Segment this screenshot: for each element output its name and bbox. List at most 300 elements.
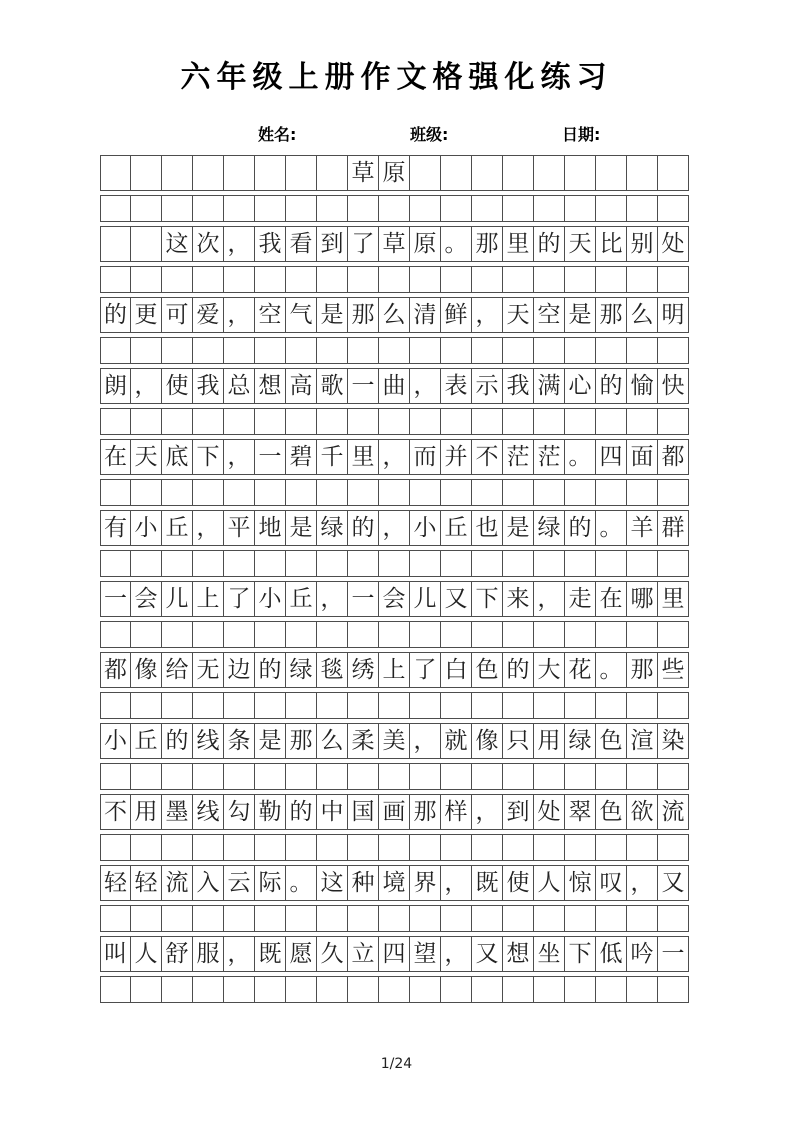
grid-cell (565, 408, 596, 435)
grid-cell (286, 408, 317, 435)
grid-cell (162, 834, 193, 861)
grid-cell (348, 408, 379, 435)
grid-cell (410, 550, 441, 577)
grid-cell: 的 (162, 723, 193, 759)
grid-cell: 色 (596, 794, 627, 830)
grid-cell: 不 (100, 794, 131, 830)
grid-cell (162, 905, 193, 932)
grid-cell (534, 195, 565, 222)
grid-cell (379, 976, 410, 1003)
grid-cell (472, 155, 503, 191)
grid-cell: 小 (131, 510, 162, 546)
grid-cell: 云 (224, 865, 255, 901)
grid-cell (596, 834, 627, 861)
grid-cell: 里 (658, 581, 689, 617)
grid-cell: 使 (503, 865, 534, 901)
grid-cell (286, 763, 317, 790)
grid-cell: 是 (255, 723, 286, 759)
grid-cell: 墨 (162, 794, 193, 830)
grid-cell (596, 976, 627, 1003)
grid-cell: 那 (286, 723, 317, 759)
grid-cell: 碧 (286, 439, 317, 475)
grid-cell: 一 (255, 439, 286, 475)
grid-cell (100, 266, 131, 293)
grid-cell (162, 155, 193, 191)
grid-cell: ， (534, 581, 565, 617)
grid-cell (348, 692, 379, 719)
grid-cell (100, 905, 131, 932)
grid-cell: 了 (348, 226, 379, 262)
grid-cell (503, 266, 534, 293)
grid-cell (565, 155, 596, 191)
grid-cell (410, 834, 441, 861)
grid-cell: 都 (658, 439, 689, 475)
grid-cell (534, 621, 565, 648)
grid-cell: 看 (286, 226, 317, 262)
grid-cell (410, 155, 441, 191)
grid-cell: 里 (503, 226, 534, 262)
grid-cell (503, 195, 534, 222)
grid-cell: 明 (658, 297, 689, 333)
grid-cell: 有 (100, 510, 131, 546)
date-label: 日期: (562, 125, 601, 144)
blank-row (100, 337, 689, 364)
grid-cell (472, 834, 503, 861)
grid-cell (193, 479, 224, 506)
grid-cell: 上 (193, 581, 224, 617)
grid-cell: 小 (410, 510, 441, 546)
grid-cell (596, 479, 627, 506)
grid-cell (441, 550, 472, 577)
grid-cell: 色 (596, 723, 627, 759)
grid-cell (286, 479, 317, 506)
grid-cell: 翠 (565, 794, 596, 830)
grid-cell: 天 (131, 439, 162, 475)
grid-cell (317, 266, 348, 293)
grid-cell: 柔 (348, 723, 379, 759)
blank-row (100, 266, 689, 293)
grid-cell (627, 550, 658, 577)
grid-cell: 绿 (286, 652, 317, 688)
class-label: 班级: (410, 125, 449, 144)
grid-cell (472, 905, 503, 932)
grid-cell (317, 905, 348, 932)
grid-cell: 绿 (534, 510, 565, 546)
grid-cell (224, 905, 255, 932)
grid-cell: 我 (193, 368, 224, 404)
grid-cell (348, 337, 379, 364)
grid-cell: 平 (224, 510, 255, 546)
grid-cell: 人 (131, 936, 162, 972)
grid-cell (162, 408, 193, 435)
grid-cell: 。 (565, 439, 596, 475)
grid-cell: 一 (348, 368, 379, 404)
grid-cell (410, 905, 441, 932)
grid-cell: 染 (658, 723, 689, 759)
grid-cell (565, 976, 596, 1003)
grid-cell: 千 (317, 439, 348, 475)
grid-cell (131, 337, 162, 364)
grid-cell: 我 (255, 226, 286, 262)
grid-cell (348, 834, 379, 861)
grid-cell (596, 266, 627, 293)
grid-cell (193, 550, 224, 577)
grid-cell: ， (379, 439, 410, 475)
grid-cell: 下 (193, 439, 224, 475)
grid-cell: 那 (596, 297, 627, 333)
grid-cell (224, 976, 255, 1003)
grid-cell (162, 195, 193, 222)
grid-cell (286, 337, 317, 364)
grid-cell: 用 (131, 794, 162, 830)
grid-cell: 茫 (503, 439, 534, 475)
writing-row (100, 439, 689, 475)
grid-cell (503, 621, 534, 648)
grid-cell (658, 408, 689, 435)
grid-cell (162, 550, 193, 577)
grid-cell: 天 (565, 226, 596, 262)
grid-cell: 是 (565, 297, 596, 333)
grid-cell (131, 976, 162, 1003)
grid-cell: 的 (534, 226, 565, 262)
grid-cell (534, 155, 565, 191)
grid-cell (627, 763, 658, 790)
grid-cell (565, 905, 596, 932)
writing-row (100, 581, 689, 617)
grid-cell: 毯 (317, 652, 348, 688)
grid-cell: 一 (100, 581, 131, 617)
grid-cell (317, 763, 348, 790)
grid-cell (255, 155, 286, 191)
grid-cell (596, 408, 627, 435)
grid-cell (410, 195, 441, 222)
grid-cell (565, 479, 596, 506)
grid-cell (286, 905, 317, 932)
grid-cell (100, 155, 131, 191)
grid-cell (255, 621, 286, 648)
grid-cell (317, 550, 348, 577)
grid-cell: ， (317, 581, 348, 617)
grid-cell: 叫 (100, 936, 131, 972)
grid-cell (224, 266, 255, 293)
grid-cell (441, 905, 472, 932)
grid-cell: 愿 (286, 936, 317, 972)
grid-cell (658, 550, 689, 577)
grid-cell (317, 195, 348, 222)
grid-cell (441, 834, 472, 861)
grid-cell (441, 195, 472, 222)
grid-cell: 只 (503, 723, 534, 759)
grid-cell (193, 976, 224, 1003)
grid-cell (472, 692, 503, 719)
grid-cell (317, 337, 348, 364)
grid-cell (317, 621, 348, 648)
grid-cell (472, 337, 503, 364)
grid-cell: 羊 (627, 510, 658, 546)
grid-cell (162, 692, 193, 719)
writing-row (100, 865, 689, 901)
grid-cell (348, 479, 379, 506)
grid-cell (410, 763, 441, 790)
grid-cell: 种 (348, 865, 379, 901)
grid-cell (503, 155, 534, 191)
grid-cell (131, 621, 162, 648)
grid-cell: 比 (596, 226, 627, 262)
grid-cell (131, 155, 162, 191)
grid-cell (596, 763, 627, 790)
grid-cell (379, 195, 410, 222)
grid-cell: 的 (100, 297, 131, 333)
grid-cell: 下 (565, 936, 596, 972)
grid-cell: 那 (627, 652, 658, 688)
grid-cell: 国 (348, 794, 379, 830)
grid-cell (131, 550, 162, 577)
grid-cell: 色 (472, 652, 503, 688)
grid-cell: 而 (410, 439, 441, 475)
grid-cell: 那 (472, 226, 503, 262)
grid-cell (565, 834, 596, 861)
grid-cell: 立 (348, 936, 379, 972)
grid-cell: 线 (193, 723, 224, 759)
grid-cell: 流 (162, 865, 193, 901)
grid-cell: 愉 (627, 368, 658, 404)
grid-cell: 清 (410, 297, 441, 333)
blank-row (100, 195, 689, 222)
grid-cell (255, 905, 286, 932)
grid-cell: 表 (441, 368, 472, 404)
blank-row (100, 479, 689, 506)
grid-cell: 吟 (627, 936, 658, 972)
blank-row (100, 905, 689, 932)
grid-cell (224, 408, 255, 435)
grid-cell (627, 266, 658, 293)
grid-cell: 面 (627, 439, 658, 475)
grid-cell: 望 (410, 936, 441, 972)
grid-cell (193, 195, 224, 222)
grid-cell (255, 976, 286, 1003)
grid-cell: 原 (410, 226, 441, 262)
grid-cell (286, 155, 317, 191)
grid-cell (410, 337, 441, 364)
grid-cell (162, 621, 193, 648)
grid-cell (534, 692, 565, 719)
grid-cell: 丘 (162, 510, 193, 546)
grid-cell (627, 692, 658, 719)
page-title: 六年级上册作文格强化练习 (180, 60, 613, 95)
grid-cell: 惊 (565, 865, 596, 901)
grid-cell: ， (441, 865, 472, 901)
grid-cell (193, 834, 224, 861)
grid-cell (317, 155, 348, 191)
grid-cell (596, 550, 627, 577)
grid-cell: 更 (131, 297, 162, 333)
blank-row (100, 621, 689, 648)
grid-cell (224, 763, 255, 790)
grid-cell: 坐 (534, 936, 565, 972)
grid-cell: 像 (131, 652, 162, 688)
grid-cell: 的 (255, 652, 286, 688)
grid-cell (410, 479, 441, 506)
grid-cell (255, 479, 286, 506)
grid-cell (627, 976, 658, 1003)
grid-cell (348, 976, 379, 1003)
grid-cell (255, 195, 286, 222)
grid-cell: 服 (193, 936, 224, 972)
grid-cell (658, 692, 689, 719)
grid-cell: 小 (100, 723, 131, 759)
grid-cell: 流 (658, 794, 689, 830)
grid-cell (627, 479, 658, 506)
grid-cell (131, 266, 162, 293)
grid-cell: 是 (503, 510, 534, 546)
grid-cell: 。 (286, 865, 317, 901)
grid-cell: 给 (162, 652, 193, 688)
grid-cell (317, 834, 348, 861)
grid-cell: 些 (658, 652, 689, 688)
grid-cell: 界 (410, 865, 441, 901)
grid-cell (255, 337, 286, 364)
grid-cell (193, 692, 224, 719)
grid-cell: 群 (658, 510, 689, 546)
grid-cell (255, 550, 286, 577)
grid-cell (255, 408, 286, 435)
blank-row (100, 976, 689, 1003)
grid-cell (224, 621, 255, 648)
grid-cell: 使 (162, 368, 193, 404)
grid-cell (348, 621, 379, 648)
grid-cell (317, 692, 348, 719)
grid-cell (193, 408, 224, 435)
grid-cell (379, 266, 410, 293)
grid-cell (627, 905, 658, 932)
grid-cell: 又 (658, 865, 689, 901)
grid-cell: 儿 (410, 581, 441, 617)
grid-cell: 绿 (317, 510, 348, 546)
grid-cell (162, 266, 193, 293)
grid-cell: 么 (317, 723, 348, 759)
writing-row (100, 155, 689, 191)
grid-cell (658, 763, 689, 790)
grid-cell (534, 834, 565, 861)
grid-cell (503, 976, 534, 1003)
grid-cell: 丘 (441, 510, 472, 546)
grid-cell (348, 763, 379, 790)
grid-cell (193, 266, 224, 293)
grid-cell (162, 763, 193, 790)
grid-cell (596, 195, 627, 222)
grid-cell: 勒 (255, 794, 286, 830)
grid-cell: 处 (534, 794, 565, 830)
grid-cell (472, 195, 503, 222)
grid-cell: 轻 (131, 865, 162, 901)
grid-cell: 示 (472, 368, 503, 404)
grid-cell (534, 550, 565, 577)
grid-cell: 么 (379, 297, 410, 333)
blank-row (100, 834, 689, 861)
grid-cell (162, 479, 193, 506)
grid-cell: 边 (224, 652, 255, 688)
grid-cell (596, 155, 627, 191)
grid-cell (658, 834, 689, 861)
grid-cell (534, 763, 565, 790)
grid-cell (627, 195, 658, 222)
grid-cell (379, 621, 410, 648)
grid-cell: 了 (224, 581, 255, 617)
grid-cell (472, 408, 503, 435)
grid-cell (286, 195, 317, 222)
grid-cell (379, 550, 410, 577)
grid-cell (286, 692, 317, 719)
grid-cell: 的 (503, 652, 534, 688)
grid-cell: 曲 (379, 368, 410, 404)
grid-cell (286, 976, 317, 1003)
grid-cell (224, 155, 255, 191)
grid-cell: ， (472, 297, 503, 333)
grid-cell (503, 692, 534, 719)
grid-cell (565, 337, 596, 364)
grid-cell (596, 905, 627, 932)
grid-cell (379, 763, 410, 790)
grid-cell: 大 (534, 652, 565, 688)
grid-cell: 中 (317, 794, 348, 830)
grid-cell: 勾 (224, 794, 255, 830)
grid-cell: 这 (162, 226, 193, 262)
grid-cell (131, 763, 162, 790)
grid-cell (224, 692, 255, 719)
grid-cell (193, 337, 224, 364)
grid-cell (193, 621, 224, 648)
grid-cell (596, 692, 627, 719)
grid-cell (100, 550, 131, 577)
grid-cell (441, 408, 472, 435)
grid-cell: 久 (317, 936, 348, 972)
grid-cell (100, 408, 131, 435)
grid-cell: ， (224, 297, 255, 333)
grid-cell (627, 834, 658, 861)
grid-cell: 原 (379, 155, 410, 191)
grid-cell: 茫 (534, 439, 565, 475)
grid-cell: 美 (379, 723, 410, 759)
grid-cell (503, 337, 534, 364)
grid-cell: 到 (317, 226, 348, 262)
grid-cell (100, 763, 131, 790)
grid-cell: 舒 (162, 936, 193, 972)
grid-cell (658, 155, 689, 191)
grid-cell (131, 905, 162, 932)
grid-cell: 想 (503, 936, 534, 972)
grid-cell: 会 (379, 581, 410, 617)
grid-cell (410, 976, 441, 1003)
grid-cell: ， (131, 368, 162, 404)
grid-cell: 里 (348, 439, 379, 475)
grid-cell (100, 479, 131, 506)
grid-cell: 样 (441, 794, 472, 830)
grid-cell: 四 (379, 936, 410, 972)
grid-cell (286, 834, 317, 861)
grid-cell: ， (224, 226, 255, 262)
grid-cell (627, 621, 658, 648)
grid-cell (348, 905, 379, 932)
grid-cell (317, 976, 348, 1003)
grid-cell: ， (441, 936, 472, 972)
grid-cell: 那 (410, 794, 441, 830)
grid-cell (348, 266, 379, 293)
page-number: 1/24 (380, 1056, 413, 1072)
grid-cell: 了 (410, 652, 441, 688)
grid-cell: 叹 (596, 865, 627, 901)
grid-cell: 是 (286, 510, 317, 546)
grid-cell: 一 (658, 936, 689, 972)
